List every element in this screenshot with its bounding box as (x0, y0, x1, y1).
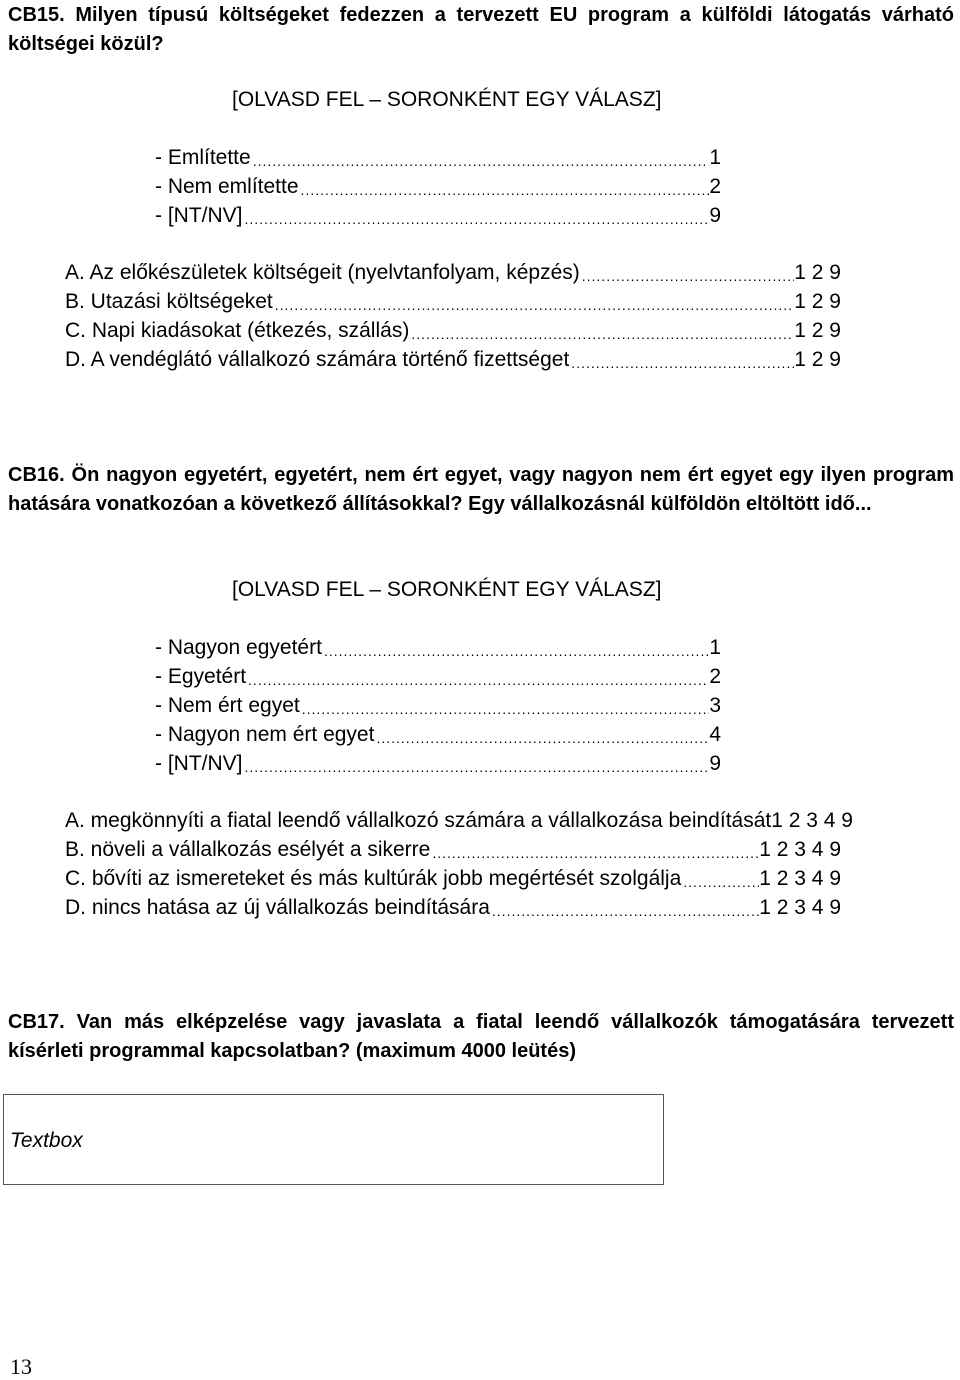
cb16-legend-item (155, 720, 721, 749)
legend-label: - Nem ért egyet (155, 694, 300, 717)
statement-codes: 1 2 9 (794, 319, 841, 342)
page-number: 13 (10, 1354, 32, 1379)
statement-codes: 1 2 3 4 9 (771, 809, 853, 832)
statement-codes: 1 2 3 4 9 (759, 896, 841, 919)
statement-codes: 1 2 9 (794, 261, 841, 284)
legend-code: 2 (709, 175, 721, 198)
statement-label: D. A vendéglátó vállalkozó számára történő fizettséget (65, 348, 570, 371)
cb15-statement-row (65, 345, 841, 374)
legend-code: 9 (709, 752, 721, 775)
cb16-legend-item (155, 662, 721, 691)
cb15-legend-item (155, 201, 721, 230)
legend-code: 1 (709, 146, 721, 169)
legend-label: - [NT/NV] (155, 752, 243, 775)
statement-label: B. növeli a vállalkozás esélyét a sikerre (65, 838, 431, 861)
cb16-statement-row (65, 835, 841, 864)
legend-code: 1 (709, 636, 721, 659)
legend-label: - Nagyon nem ért egyet (155, 723, 375, 746)
textbox-label: Textbox (10, 1129, 83, 1152)
cb15-legend-item (155, 172, 721, 201)
legend-code: 9 (709, 204, 721, 227)
legend-label: - Nem említette (155, 175, 299, 198)
statement-label: C. bővíti az ismereteket és más kultúrák jobb megértését szolgálja (65, 867, 682, 890)
legend-label: - Nagyon egyetért (155, 636, 322, 659)
cb15-legend-item (155, 143, 721, 172)
statement-label: D. nincs hatása az új vállalkozás beindítására (65, 896, 490, 919)
cb15-statement-row (65, 316, 841, 345)
cb16-statement-row (65, 893, 841, 922)
statement-label: A. Az előkészületek költségeit (nyelvtanfolyam, képzés) (65, 261, 580, 284)
cb15-instruction: [OLVASD FEL – SORONKÉNT EGY VÁLASZ] (232, 88, 662, 111)
cb16-statement-row (65, 864, 841, 893)
cb16-legend-item (155, 691, 721, 720)
statement-label: B. Utazási költségeket (65, 290, 273, 313)
cb16-statement-row (65, 806, 853, 835)
cb17-answer-textbox[interactable] (3, 1094, 664, 1185)
statement-codes: 1 2 3 4 9 (759, 838, 841, 861)
legend-label: - Egyetért (155, 665, 247, 688)
cb16-legend-item (155, 749, 721, 778)
statement-codes: 1 2 3 4 9 (759, 867, 841, 890)
legend-code: 3 (709, 694, 721, 717)
cb16-legend-item (155, 633, 721, 662)
cb16-instruction: [OLVASD FEL – SORONKÉNT EGY VÁLASZ] (232, 578, 662, 601)
cb15-statement-row (65, 258, 841, 287)
statement-codes: 1 2 9 (794, 348, 841, 371)
legend-label: - [NT/NV] (155, 204, 243, 227)
legend-code: 2 (709, 665, 721, 688)
legend-label: - Említette (155, 146, 251, 169)
statement-codes: 1 2 9 (794, 290, 841, 313)
cb15-question-title: CB15. Milyen típusú költségeket fedezzen a tervezett EU program a külföldi látogatás várható költségei közül? (8, 4, 954, 55)
cb17-question-title: CB17. Van más elképzelése vagy javaslata a fiatal leendő vállalkozók támogatására tervezett kísérleti programmal kapcsolatban? (maximum 4000 leütés) (8, 1011, 954, 1062)
cb16-question-title: CB16. Ön nagyon egyetért, egyetért, nem ért egyet, vagy nagyon nem ért egyet egy ilyen program hatására vonatkozóan a következő állításokkal? Egy vállalkozásnál külföldön eltöltött idő... (8, 464, 954, 515)
statement-label: C. Napi kiadásokat (étkezés, szállás) (65, 319, 410, 342)
statement-label: A. megkönnyíti a fiatal leendő vállalkozó számára a vállalkozása beindítását (65, 809, 772, 832)
legend-code: 4 (709, 723, 721, 746)
cb15-statement-row (65, 287, 841, 316)
